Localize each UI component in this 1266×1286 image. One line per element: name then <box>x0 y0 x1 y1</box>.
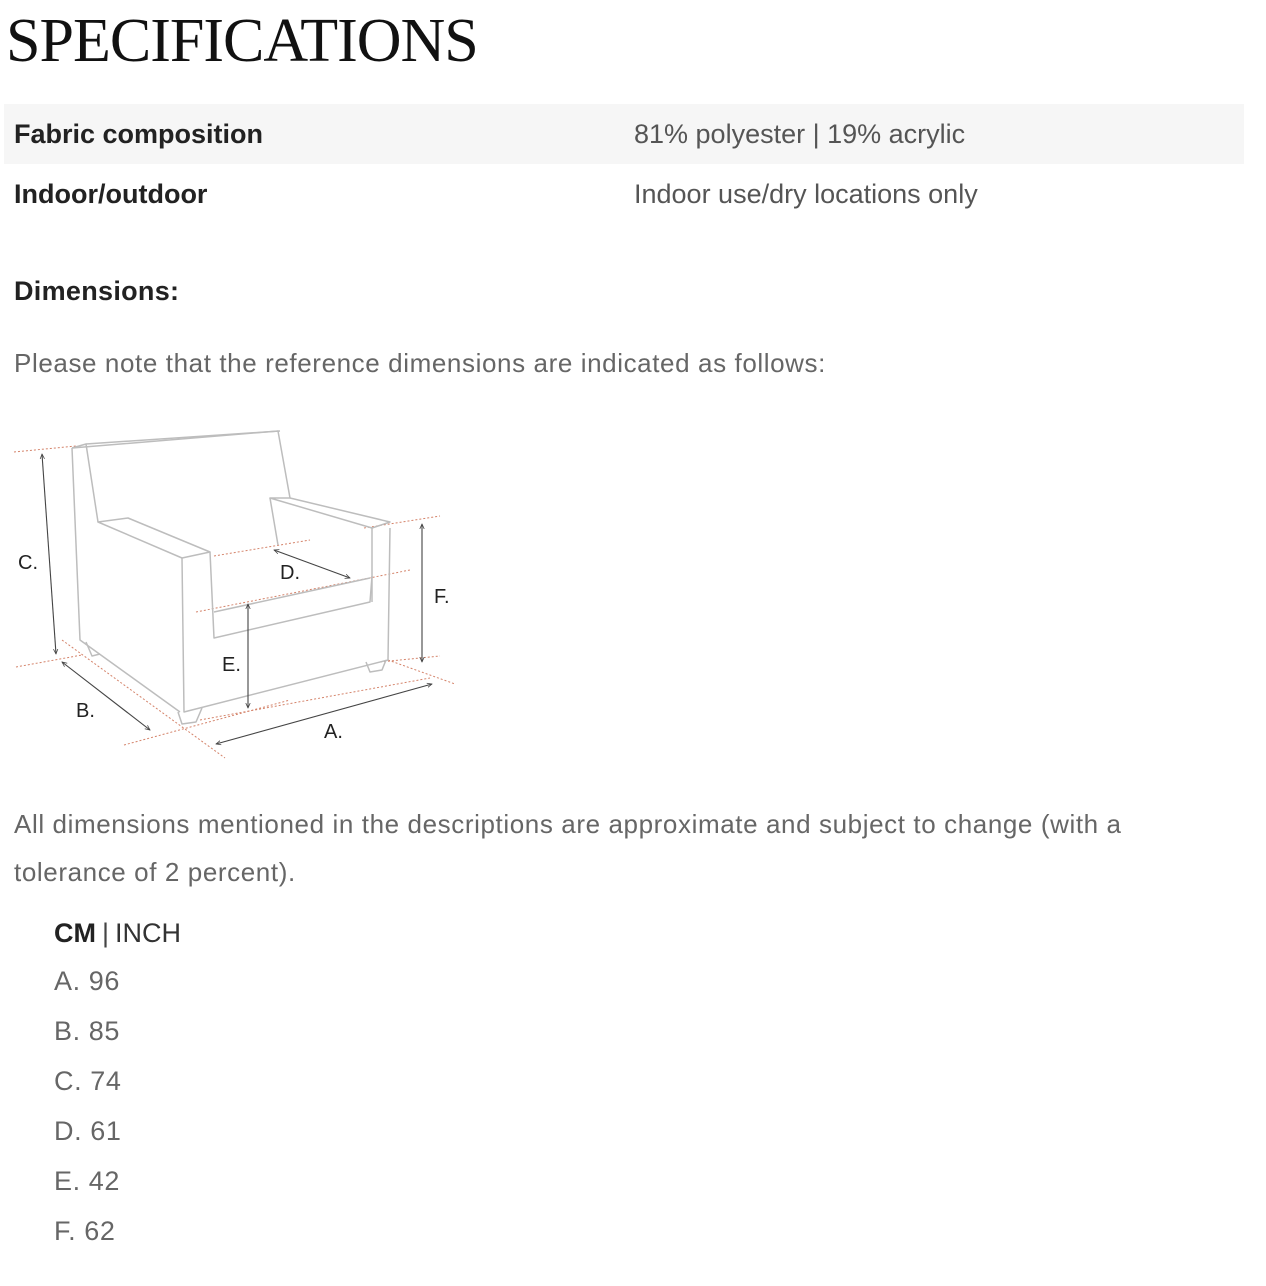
dimensions-disclaimer: All dimensions mentioned in the descriptions are approximate and subject to change (with a tolerance of 2 percent). <box>14 809 1122 887</box>
spec-table <box>4 104 1244 224</box>
dimension-list <box>54 962 122 1262</box>
diagram-label-f: F. <box>434 586 450 608</box>
armchair-dimension-diagram <box>0 420 470 765</box>
diagram-label-c: C. <box>18 552 38 574</box>
spec-row-indoor-outdoor <box>4 164 1244 224</box>
dimension-f: F. 62 <box>54 1216 116 1246</box>
spec-row-fabric <box>4 104 1244 164</box>
spec-label: Fabric composition <box>14 118 264 149</box>
diagram-label-e: E. <box>222 654 241 676</box>
armchair-outline <box>72 431 390 724</box>
dimension-arrows <box>42 454 432 744</box>
reference-note: Please note that the reference dimensions are indicated as follows: <box>14 348 826 378</box>
page-title: SPECIFICATIONS <box>6 7 478 75</box>
unit-cm-option[interactable]: CM <box>54 918 96 948</box>
spec-value: 81% polyester | 19% acrylic <box>634 118 966 149</box>
unit-inch-option[interactable]: INCH <box>115 918 182 948</box>
diagram-label-b: B. <box>76 700 95 722</box>
dimension-b: B. 85 <box>54 1016 121 1046</box>
dimension-d: D. 61 <box>54 1116 122 1146</box>
unit-separator: | <box>102 918 110 948</box>
dimension-e: E. 42 <box>54 1166 121 1196</box>
dimension-a: A. 96 <box>54 966 121 996</box>
dimension-c: C. 74 <box>54 1066 122 1096</box>
dimensions-heading: Dimensions: <box>14 276 180 306</box>
diagram-label-a: A. <box>324 721 343 743</box>
diagram-label-d: D. <box>280 562 300 584</box>
spec-value: Indoor use/dry locations only <box>634 178 978 209</box>
unit-toggle <box>54 918 181 949</box>
spec-label: Indoor/outdoor <box>14 178 208 209</box>
